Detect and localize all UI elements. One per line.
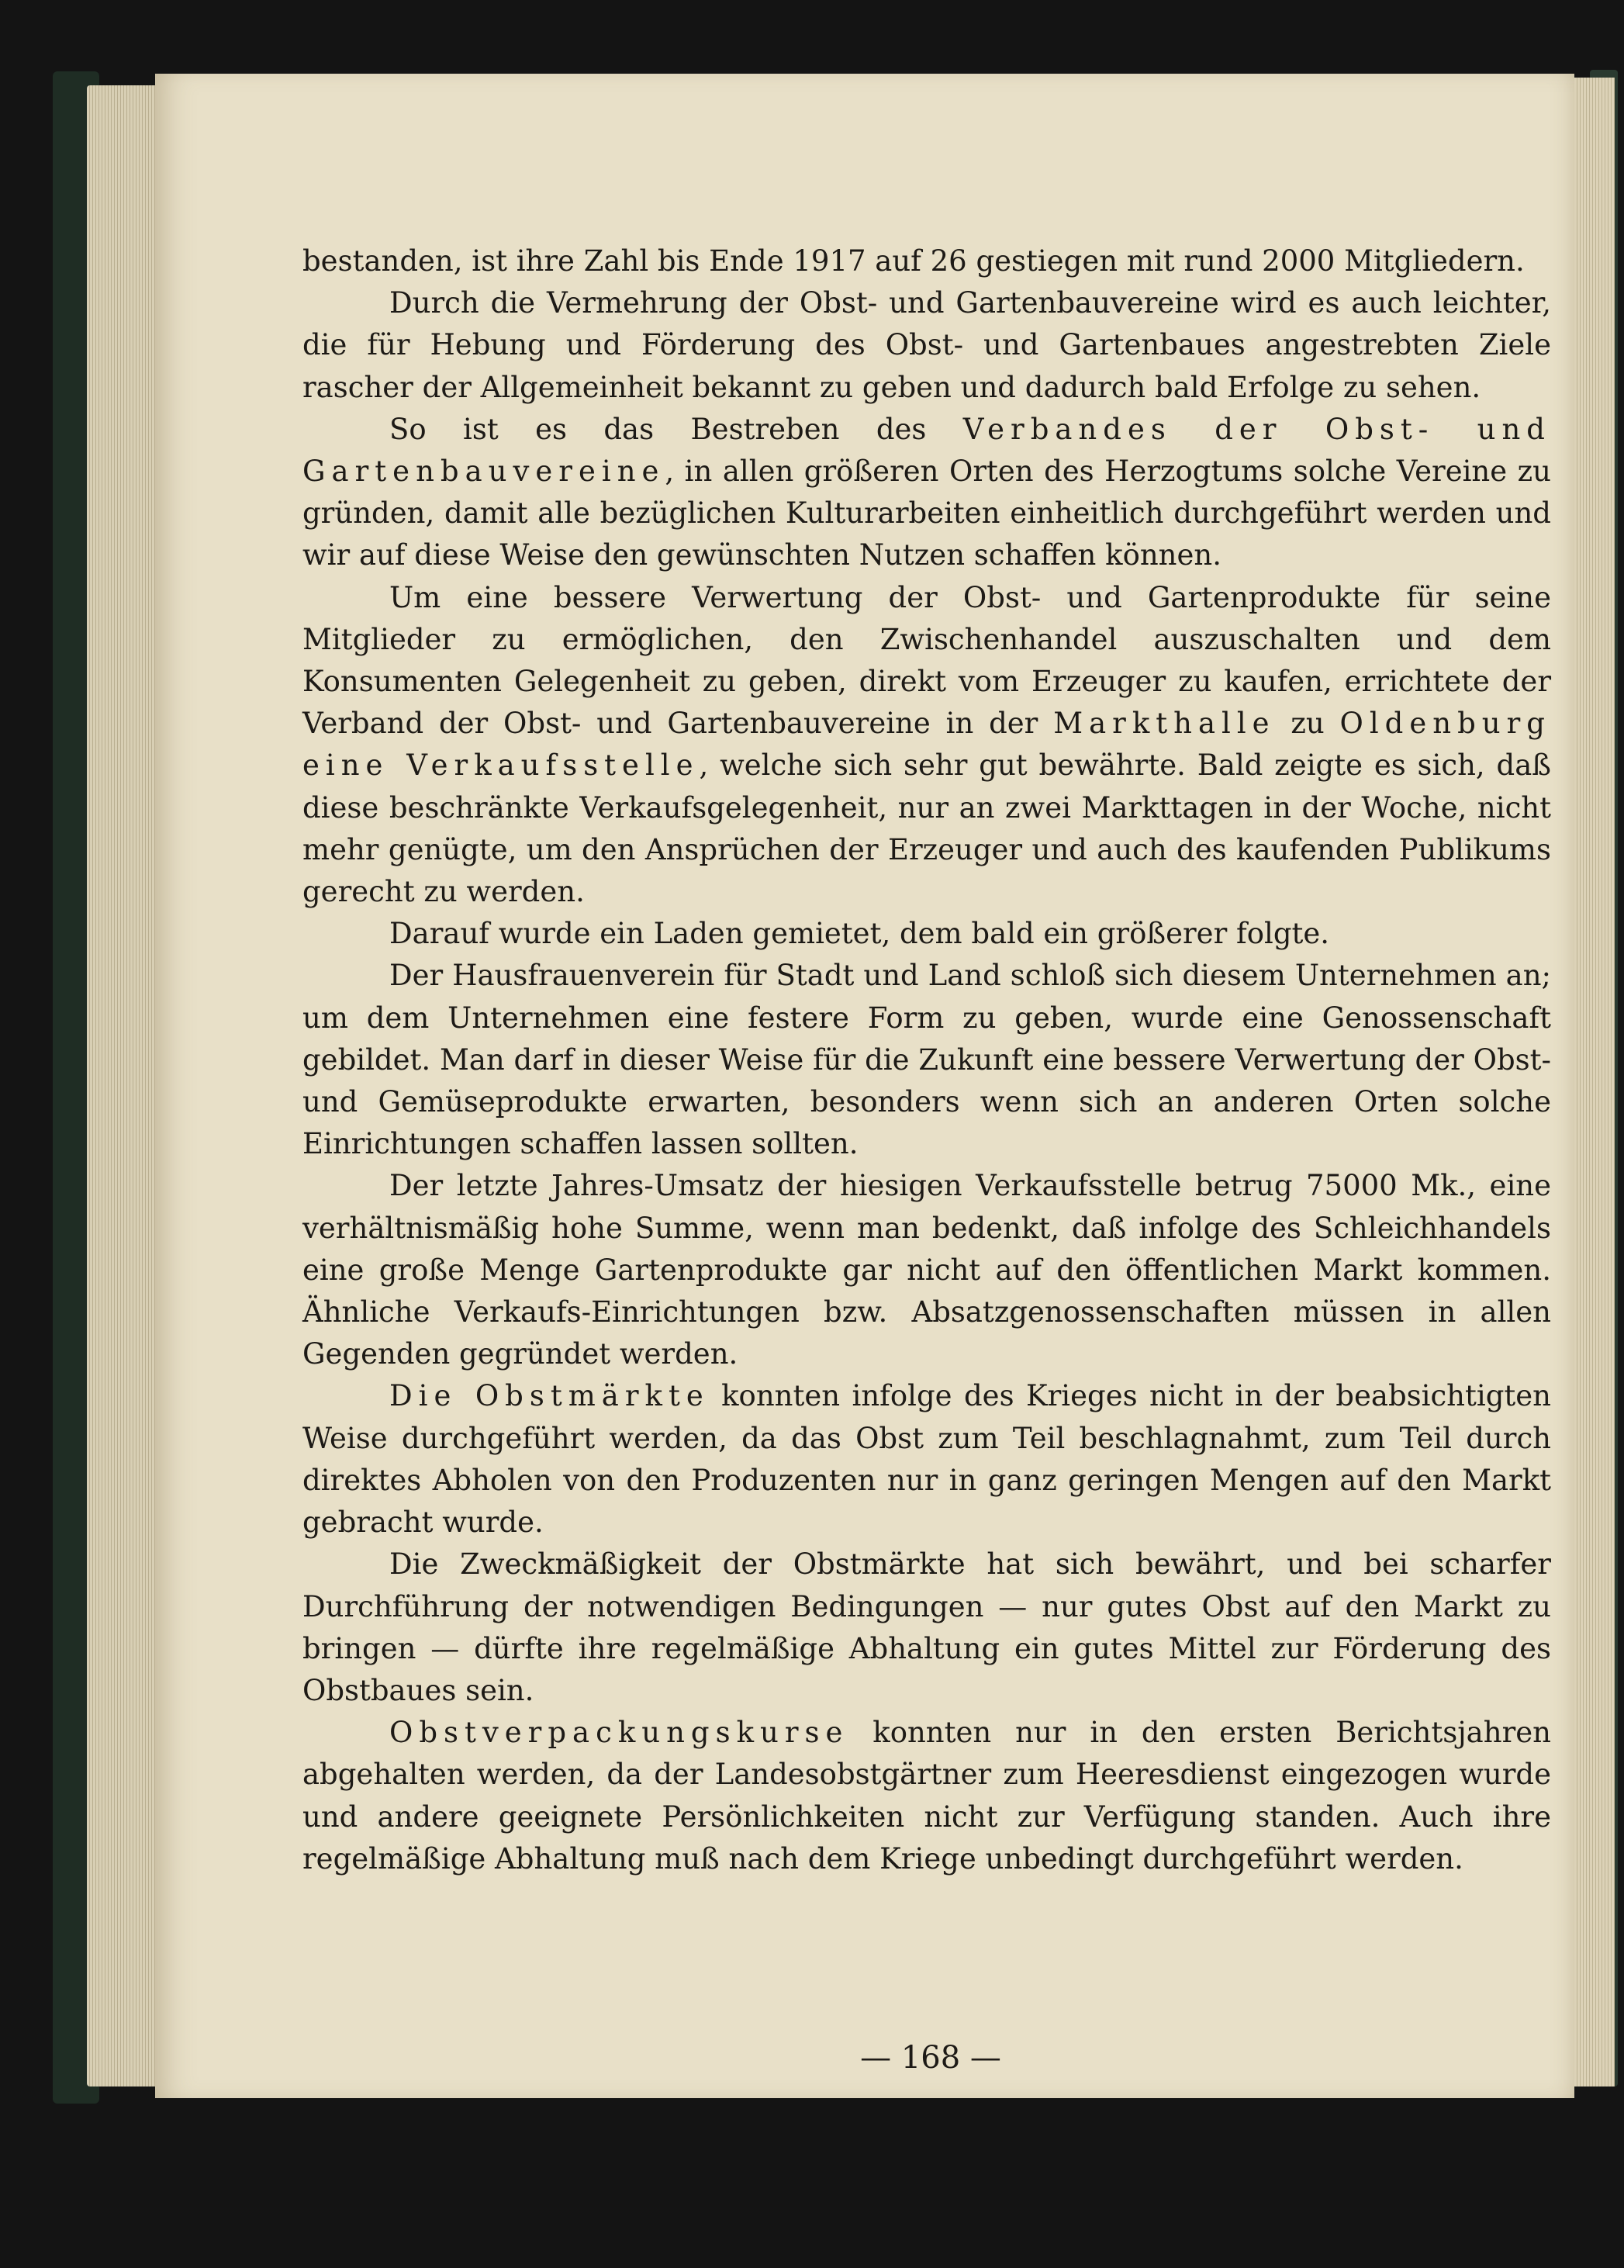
text-segment: Die Zweckmäßigkeit der Obstmärkte hat sich bewährt, und bei scharfer Durchführung der notwendigen Bedingungen — nur gutes Obst auf den Markt zu bringen — dürfte ihre regelmäßige Abhaltung ein gutes Mittel zur Förderung des Obstbaues sein. [302,1547,1551,1707]
text-segment: Darauf wurde ein Laden gemietet, dem bald ein größerer folgte. [389,917,1330,951]
paragraph [302,1375,1551,1544]
text-segment: Durch die Vermehrung der Obst- und Gartenbauvereine wird es auch leichter, die für Hebung und Förderung des Obst- und Gartenbaues angestrebten Ziele rascher der Allgemeinheit bekannt zu geben und dadurch bald Erfolge zu sehen. [302,286,1551,404]
text-segment: konnten nur in den ersten Berichtsjahren abgehalten werden, da der Landesobstgärtner zum Heeresdienst eingezogen wurde und andere geeignete Persönlichkeiten nicht zur Verfügung standen. Auch ihre regelmäßige Abhaltung muß nach dem Kriege unbedingt durchgeführt werden. [302,1716,1551,1876]
emphasized-text: Die Obstmärkte [389,1379,710,1413]
paragraph [302,1712,1551,1880]
emphasized-text: Markthalle [1053,707,1276,741]
paragraph [302,955,1551,1165]
paragraph [302,282,1551,409]
emphasized-text: Obstverpackungskurse [389,1716,849,1750]
paragraph [302,577,1551,914]
paragraph [302,1544,1551,1712]
page-number: — 168 — [860,2040,1001,2076]
body-text [302,240,1551,1880]
paragraph [302,1165,1551,1375]
text-segment: Der Hausfrauenverein für Stadt und Land schloß sich diesem Unternehmen an; um dem Unternehmen eine festere Form zu geben, wurde eine Genossenschaft gebildet. Man darf in dieser Weise für die Zukunft eine bessere Verwertung der Obst- und Gemüseprodukte erwarten, besonders wenn sich an anderen Orten solche Einrichtungen schaffen lassen sollten. [302,959,1551,1161]
text-segment: konnten infolge des Krieges nicht in der beabsichtigten Weise durchgeführt werden, da das Obst zum Teil beschlagnahmt, zum Teil durch direktes Abholen von den Produzenten nur in ganz geringen Mengen auf den Markt gebracht wurde. [302,1379,1551,1540]
text-segment: , in allen größeren Orten des Herzogtums solche Vereine zu gründen, damit alle bezüglichen Kulturarbeiten einheitlich durchgeführt werden und wir auf diese Weise den gewünschten Nutzen schaffen können. [302,455,1551,572]
emphasized-text: Verbandes der Obst- und Gartenbauvereine [302,412,1551,489]
text-segment: , welche sich sehr gut bewährte. Bald zeigte es sich, daß diese beschränkte Verkaufsgelegenheit, nur an zwei Markttagen in der Woche, nicht mehr genügte, um den Ansprüchen der Erzeuger und auch des kaufenden Publikums gerecht zu werden. [302,749,1551,909]
paragraph [302,240,1551,282]
text-segment: So ist es das Bestreben des [389,412,963,446]
text-segment: bestanden, ist ihre Zahl bis Ende 1917 auf 26 gestiegen mit rund 2000 Mitgliedern. [302,244,1525,278]
paragraph [302,913,1551,955]
paragraph [302,409,1551,577]
text-segment: Um eine bessere Verwertung der Obst- und Gartenprodukte für seine Mitglieder zu ermöglichen, den Zwischenhandel auszuschalten und dem Konsumenten Gelegenheit zu geben, direkt vom Erzeuger zu kaufen, errichtete der Verband der Obst- und Gartenbauvereine in der [302,580,1551,741]
text-segment: Der letzte Jahres-Umsatz der hiesigen Verkaufsstelle betrug 75000 Mk., eine verhältnismäßig hohe Summe, wenn man bedenkt, daß infolge des Schleichhandels eine große Menge Gartenprodukte gar nicht auf den öffentlichen Markt kommen. Ähnliche Verkaufs-Einrichtungen bzw. Absatzgenossenschaften müssen in allen Gegenden gegründet werden. [302,1169,1551,1371]
emphasized-text: Oldenburg eine Verkaufsstelle [302,707,1551,783]
text-segment: zu [1275,707,1340,741]
